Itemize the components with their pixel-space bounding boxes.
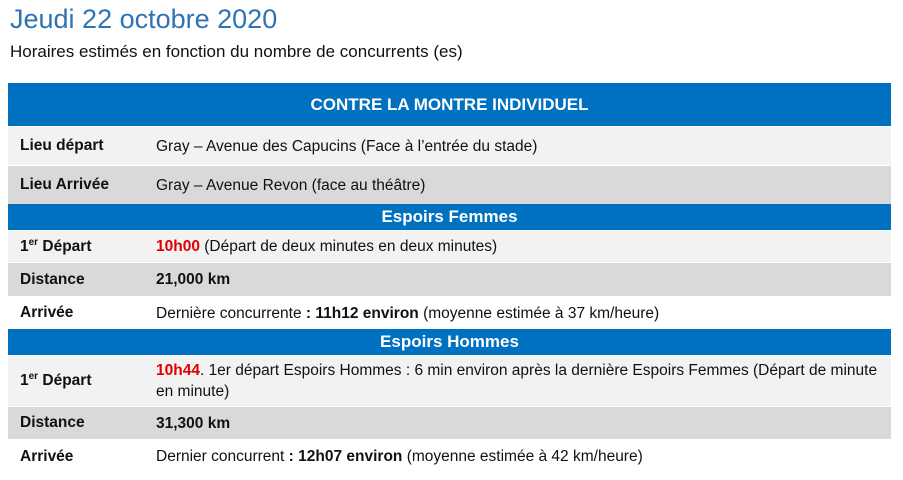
row-label: Distance: [20, 270, 85, 288]
row-label: 1er Départ: [20, 370, 92, 389]
row-value: 10h00 (Départ de deux minutes en deux minutes): [156, 238, 498, 255]
start-time: 10h44: [156, 362, 200, 379]
row-value: 31,300 km: [156, 414, 231, 432]
row-label: Lieu Arrivée: [20, 176, 110, 193]
table-title: CONTRE LA MONTRE INDIVIDUEL: [8, 83, 891, 126]
row-depart-femmes: [8, 230, 891, 262]
row-value: Dernier concurrent : 12h07 environ (moyenne estimée à 42 km/heure): [156, 448, 643, 465]
row-value: 10h44. 1er départ Espoirs Hommes : 6 min environ après la dernière Espoirs Femmes (Départ de minute en minute): [156, 362, 878, 400]
row-value: Gray – Avenue des Capucins (Face à l’entrée du stade): [156, 137, 538, 155]
row-value: Dernière concurrente : 11h12 environ (moyenne estimée à 37 km/heure): [156, 304, 660, 322]
section-heading-hommes: Espoirs Hommes: [8, 329, 891, 355]
schedule-table: [8, 83, 891, 473]
row-lieu-depart: [8, 126, 891, 165]
row-distance-femmes: [8, 262, 891, 296]
row-label: Lieu départ: [20, 137, 104, 154]
start-time: 10h00: [156, 238, 200, 255]
row-lieu-arrivee: [8, 165, 891, 204]
row-label: 1er Départ: [20, 236, 92, 255]
page-subtitle: Horaires estimés en fonction du nombre de concurrents (es): [10, 42, 463, 61]
section-heading-femmes: Espoirs Femmes: [8, 204, 891, 230]
row-label: Arrivée: [20, 447, 74, 465]
row-label: Distance: [20, 414, 85, 431]
row-depart-hommes: [8, 355, 891, 406]
row-arrivee-femmes: [8, 296, 891, 329]
row-value: 21,000 km: [156, 271, 231, 288]
row-arrivee-hommes: [8, 439, 891, 473]
row-distance-hommes: [8, 406, 891, 439]
page-title: Jeudi 22 octobre 2020: [10, 4, 278, 34]
row-label: Arrivée: [20, 304, 74, 321]
row-value: Gray – Avenue Revon (face au théâtre): [156, 176, 426, 194]
